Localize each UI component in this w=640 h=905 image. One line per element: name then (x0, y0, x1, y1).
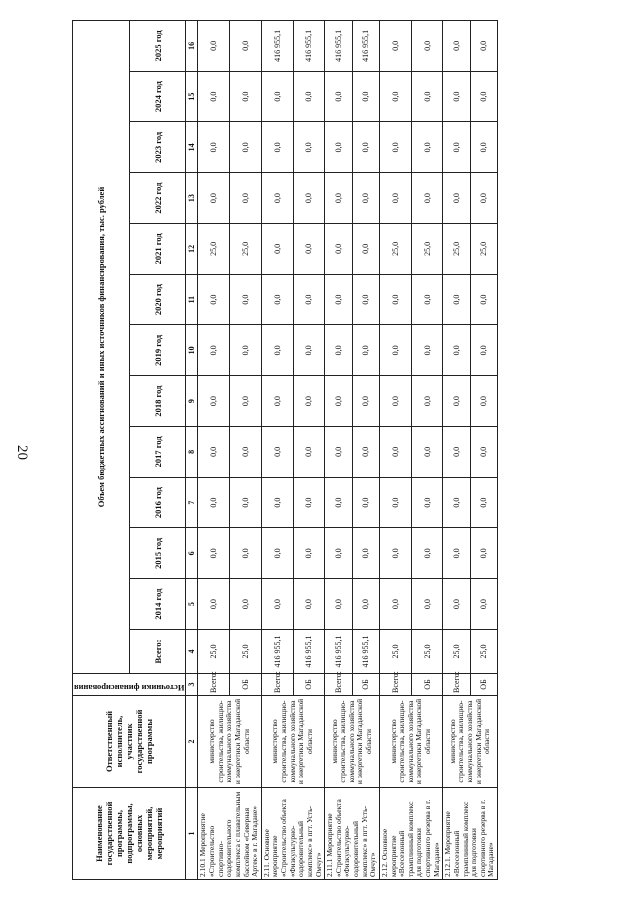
year-value-cell: 0,0 (293, 122, 325, 173)
source-cell: ОБ (470, 674, 497, 696)
year-value-cell: 0,0 (443, 21, 470, 72)
year-value-cell: 0,0 (261, 122, 293, 173)
column-number: 3 (186, 674, 198, 696)
program-name-cell: 2.11.1 Мероприятие «Строительство объекта «Физкультурно-оздоровительный комплекс» в пгт. Усть-Омчуг» (325, 788, 380, 880)
year-value-cell: 0,0 (261, 71, 293, 122)
year-value-cell: 25,0 (379, 224, 411, 275)
year-value-cell: 0,0 (261, 325, 293, 376)
page-number: 20 (14, 445, 30, 460)
table-row (198, 21, 230, 880)
year-value-cell: 0,0 (198, 376, 230, 427)
table-row (325, 21, 352, 880)
year-value-cell: 0,0 (230, 71, 262, 122)
year-value-cell: 0,0 (325, 325, 352, 376)
header-row-1 (73, 21, 130, 880)
year-value-cell: 0,0 (352, 224, 379, 275)
funding-table (72, 20, 498, 880)
year-value-cell: 0,0 (198, 528, 230, 579)
header-total: Всего: (129, 630, 186, 674)
year-value-cell: 0,0 (411, 122, 443, 173)
executor-cell: министерство строительства, жилищно-коммунального хозяйства и энергетики Магаданской области (379, 696, 442, 788)
year-value-cell: 0,0 (261, 173, 293, 224)
column-number: 6 (186, 528, 198, 579)
year-value-cell: 0,0 (325, 376, 352, 427)
year-value-cell: 0,0 (443, 528, 470, 579)
year-value-cell: 0,0 (443, 122, 470, 173)
year-value-cell: 0,0 (470, 325, 497, 376)
program-name-cell: 2.12.1. Мероприятие «Всесезонный трамплинный комплекс для подготовки спортивного резерва в г. Магадане» (443, 788, 498, 880)
source-cell: ОБ (293, 674, 325, 696)
source-cell: Всего: (325, 674, 352, 696)
total-cell: 416 955,1 (325, 630, 352, 674)
year-value-cell: 416 955,1 (293, 21, 325, 72)
year-value-cell: 0,0 (470, 376, 497, 427)
year-value-cell: 0,0 (411, 579, 443, 630)
header-year: 2018 год (129, 376, 186, 427)
year-value-cell: 0,0 (443, 427, 470, 478)
year-value-cell: 0,0 (325, 579, 352, 630)
year-value-cell: 0,0 (325, 477, 352, 528)
year-value-cell: 0,0 (293, 274, 325, 325)
year-value-cell: 0,0 (379, 427, 411, 478)
year-value-cell: 0,0 (443, 477, 470, 528)
executor-cell: министерство строительства, жилищно-коммунального хозяйства и энергетики Магаданской области (198, 696, 261, 788)
year-value-cell: 0,0 (470, 427, 497, 478)
year-value-cell: 0,0 (230, 579, 262, 630)
column-number: 7 (186, 477, 198, 528)
header-year: 2022 год (129, 173, 186, 224)
header-executor: Ответственный исполнитель, участник государственной программы (73, 696, 186, 788)
year-value-cell: 0,0 (352, 71, 379, 122)
year-value-cell: 0,0 (325, 528, 352, 579)
year-value-cell: 0,0 (293, 477, 325, 528)
year-value-cell: 0,0 (443, 71, 470, 122)
year-value-cell: 0,0 (198, 173, 230, 224)
header-year: 2020 год (129, 274, 186, 325)
header-funding: Объем бюджетных ассигнований и иных источников финансирования, тыс. рублей (73, 21, 130, 674)
year-value-cell: 0,0 (293, 325, 325, 376)
header-year: 2021 год (129, 224, 186, 275)
year-value-cell: 0,0 (411, 274, 443, 325)
year-value-cell: 0,0 (411, 427, 443, 478)
year-value-cell: 0,0 (352, 173, 379, 224)
year-value-cell: 0,0 (261, 224, 293, 275)
year-value-cell: 0,0 (411, 71, 443, 122)
year-value-cell: 416 955,1 (325, 21, 352, 72)
year-value-cell: 0,0 (230, 21, 262, 72)
year-value-cell: 0,0 (379, 579, 411, 630)
year-value-cell: 0,0 (230, 528, 262, 579)
table-body (198, 21, 498, 880)
year-value-cell: 0,0 (325, 122, 352, 173)
year-value-cell: 0,0 (261, 579, 293, 630)
year-value-cell: 0,0 (470, 579, 497, 630)
total-cell: 416 955,1 (261, 630, 293, 674)
year-value-cell: 0,0 (352, 274, 379, 325)
year-value-cell: 0,0 (411, 376, 443, 427)
year-value-cell: 0,0 (379, 71, 411, 122)
year-value-cell: 0,0 (443, 274, 470, 325)
program-name-cell: 2.11. Основное мероприятие «Строительство объекта «Физкультурно-оздоровительный комплекс» в пгт. Усть-Омчуг» (261, 788, 324, 880)
source-cell: Всего: (443, 674, 470, 696)
year-value-cell: 0,0 (352, 477, 379, 528)
year-value-cell: 0,0 (470, 173, 497, 224)
rotated-table-container (72, 20, 640, 880)
year-value-cell: 0,0 (230, 274, 262, 325)
year-value-cell: 25,0 (470, 224, 497, 275)
year-value-cell: 416 955,1 (261, 21, 293, 72)
header-year: 2015 год (129, 528, 186, 579)
year-value-cell: 0,0 (443, 173, 470, 224)
year-value-cell: 0,0 (198, 71, 230, 122)
year-value-cell: 416 955,1 (352, 21, 379, 72)
column-number: 4 (186, 630, 198, 674)
column-number: 8 (186, 427, 198, 478)
year-value-cell: 0,0 (379, 325, 411, 376)
source-cell: ОБ (230, 674, 262, 696)
year-value-cell: 0,0 (230, 477, 262, 528)
year-value-cell: 0,0 (198, 122, 230, 173)
column-number: 9 (186, 376, 198, 427)
year-value-cell: 0,0 (198, 477, 230, 528)
table-row (261, 21, 293, 880)
source-cell: ОБ (411, 674, 443, 696)
column-number: 11 (186, 274, 198, 325)
source-cell: ОБ (352, 674, 379, 696)
year-value-cell: 0,0 (352, 376, 379, 427)
total-cell: 25,0 (198, 630, 230, 674)
year-value-cell: 0,0 (325, 71, 352, 122)
year-value-cell: 0,0 (261, 376, 293, 427)
year-value-cell: 0,0 (352, 122, 379, 173)
year-value-cell: 0,0 (379, 21, 411, 72)
header-source (73, 674, 186, 696)
total-cell: 25,0 (411, 630, 443, 674)
year-value-cell: 0,0 (230, 325, 262, 376)
total-cell: 416 955,1 (293, 630, 325, 674)
year-value-cell: 25,0 (411, 224, 443, 275)
column-number: 10 (186, 325, 198, 376)
year-value-cell: 0,0 (325, 224, 352, 275)
column-number: 15 (186, 71, 198, 122)
year-value-cell: 0,0 (198, 325, 230, 376)
year-value-cell: 0,0 (293, 173, 325, 224)
total-cell: 25,0 (470, 630, 497, 674)
year-value-cell: 0,0 (261, 477, 293, 528)
year-value-cell: 0,0 (379, 122, 411, 173)
year-value-cell: 0,0 (261, 427, 293, 478)
column-number: 5 (186, 579, 198, 630)
year-value-cell: 0,0 (230, 122, 262, 173)
year-value-cell: 0,0 (470, 477, 497, 528)
year-value-cell: 25,0 (443, 224, 470, 275)
header-year: 2016 год (129, 477, 186, 528)
year-value-cell: 0,0 (379, 274, 411, 325)
header-year: 2024 год (129, 71, 186, 122)
column-number: 12 (186, 224, 198, 275)
year-value-cell: 0,0 (325, 274, 352, 325)
year-value-cell: 0,0 (379, 376, 411, 427)
year-value-cell: 0,0 (230, 173, 262, 224)
year-value-cell: 0,0 (470, 528, 497, 579)
total-cell: 25,0 (443, 630, 470, 674)
header-year: 2019 год (129, 325, 186, 376)
header-source-text: Источники финансирования (74, 683, 185, 693)
header-year: 2017 год (129, 427, 186, 478)
year-value-cell: 25,0 (230, 224, 262, 275)
year-value-cell: 0,0 (198, 274, 230, 325)
year-value-cell: 0,0 (293, 528, 325, 579)
year-value-cell: 0,0 (379, 173, 411, 224)
year-value-cell: 0,0 (411, 173, 443, 224)
total-cell: 25,0 (379, 630, 411, 674)
year-value-cell: 0,0 (230, 427, 262, 478)
program-name-cell: 2.12. Основное мероприятие «Всесезонный трамплинный комплекс для подготовки спортивного резерва в г. Магадане» (379, 788, 442, 880)
year-value-cell: 0,0 (230, 376, 262, 427)
total-cell: 416 955,1 (352, 630, 379, 674)
year-value-cell: 0,0 (352, 579, 379, 630)
year-value-cell: 0,0 (293, 71, 325, 122)
source-cell: Всего: (379, 674, 411, 696)
column-number-row (186, 21, 198, 880)
year-value-cell: 0,0 (293, 376, 325, 427)
year-value-cell: 0,0 (470, 274, 497, 325)
header-year: 2014 год (129, 579, 186, 630)
year-value-cell: 0,0 (293, 224, 325, 275)
year-value-cell: 0,0 (352, 325, 379, 376)
executor-cell: министерство строительства, жилищно-коммунального хозяйства и энергетики Магаданской области (325, 696, 380, 788)
year-value-cell: 0,0 (198, 579, 230, 630)
year-value-cell: 0,0 (293, 427, 325, 478)
header-year: 2023 год (129, 122, 186, 173)
year-value-cell: 0,0 (443, 325, 470, 376)
executor-cell: министерство строительства, жилищно-коммунального хозяйства и энергетики Магаданской области (261, 696, 324, 788)
year-value-cell: 0,0 (379, 528, 411, 579)
source-cell: Всего: (198, 674, 230, 696)
column-number: 14 (186, 122, 198, 173)
year-value-cell: 0,0 (443, 579, 470, 630)
year-value-cell: 0,0 (470, 71, 497, 122)
column-number: 1 (186, 788, 198, 880)
year-value-cell: 0,0 (470, 122, 497, 173)
year-value-cell: 0,0 (470, 21, 497, 72)
year-value-cell: 0,0 (352, 427, 379, 478)
year-value-cell: 0,0 (325, 427, 352, 478)
year-value-cell: 25,0 (198, 224, 230, 275)
program-name-cell: 2.10.1 Мероприятие «Строительство спортивно-оздоровительного комплекса с плавательным бассейном «Северная Артек» в г. Магадане» (198, 788, 261, 880)
source-cell: Всего: (261, 674, 293, 696)
year-value-cell: 0,0 (198, 21, 230, 72)
year-value-cell: 0,0 (198, 427, 230, 478)
column-number: 2 (186, 696, 198, 788)
year-value-cell: 0,0 (261, 274, 293, 325)
column-number: 13 (186, 173, 198, 224)
year-value-cell: 0,0 (293, 579, 325, 630)
header-year: 2025 год (129, 21, 186, 72)
year-value-cell: 0,0 (379, 477, 411, 528)
year-value-cell: 0,0 (411, 477, 443, 528)
year-value-cell: 0,0 (411, 528, 443, 579)
year-value-cell: 0,0 (411, 21, 443, 72)
year-value-cell: 0,0 (443, 376, 470, 427)
column-number: 16 (186, 21, 198, 72)
total-cell: 25,0 (230, 630, 262, 674)
year-value-cell: 0,0 (325, 173, 352, 224)
table-row (379, 21, 411, 880)
year-value-cell: 0,0 (411, 325, 443, 376)
executor-cell: министерство строительства, жилищно-коммунального хозяйства и энергетики Магаданской области (443, 696, 498, 788)
year-value-cell: 0,0 (352, 528, 379, 579)
header-name: Наименование государственной программы, подпрограммы, основных мероприятий, мероприятий (73, 788, 186, 880)
year-value-cell: 0,0 (261, 528, 293, 579)
table-row (443, 21, 470, 880)
